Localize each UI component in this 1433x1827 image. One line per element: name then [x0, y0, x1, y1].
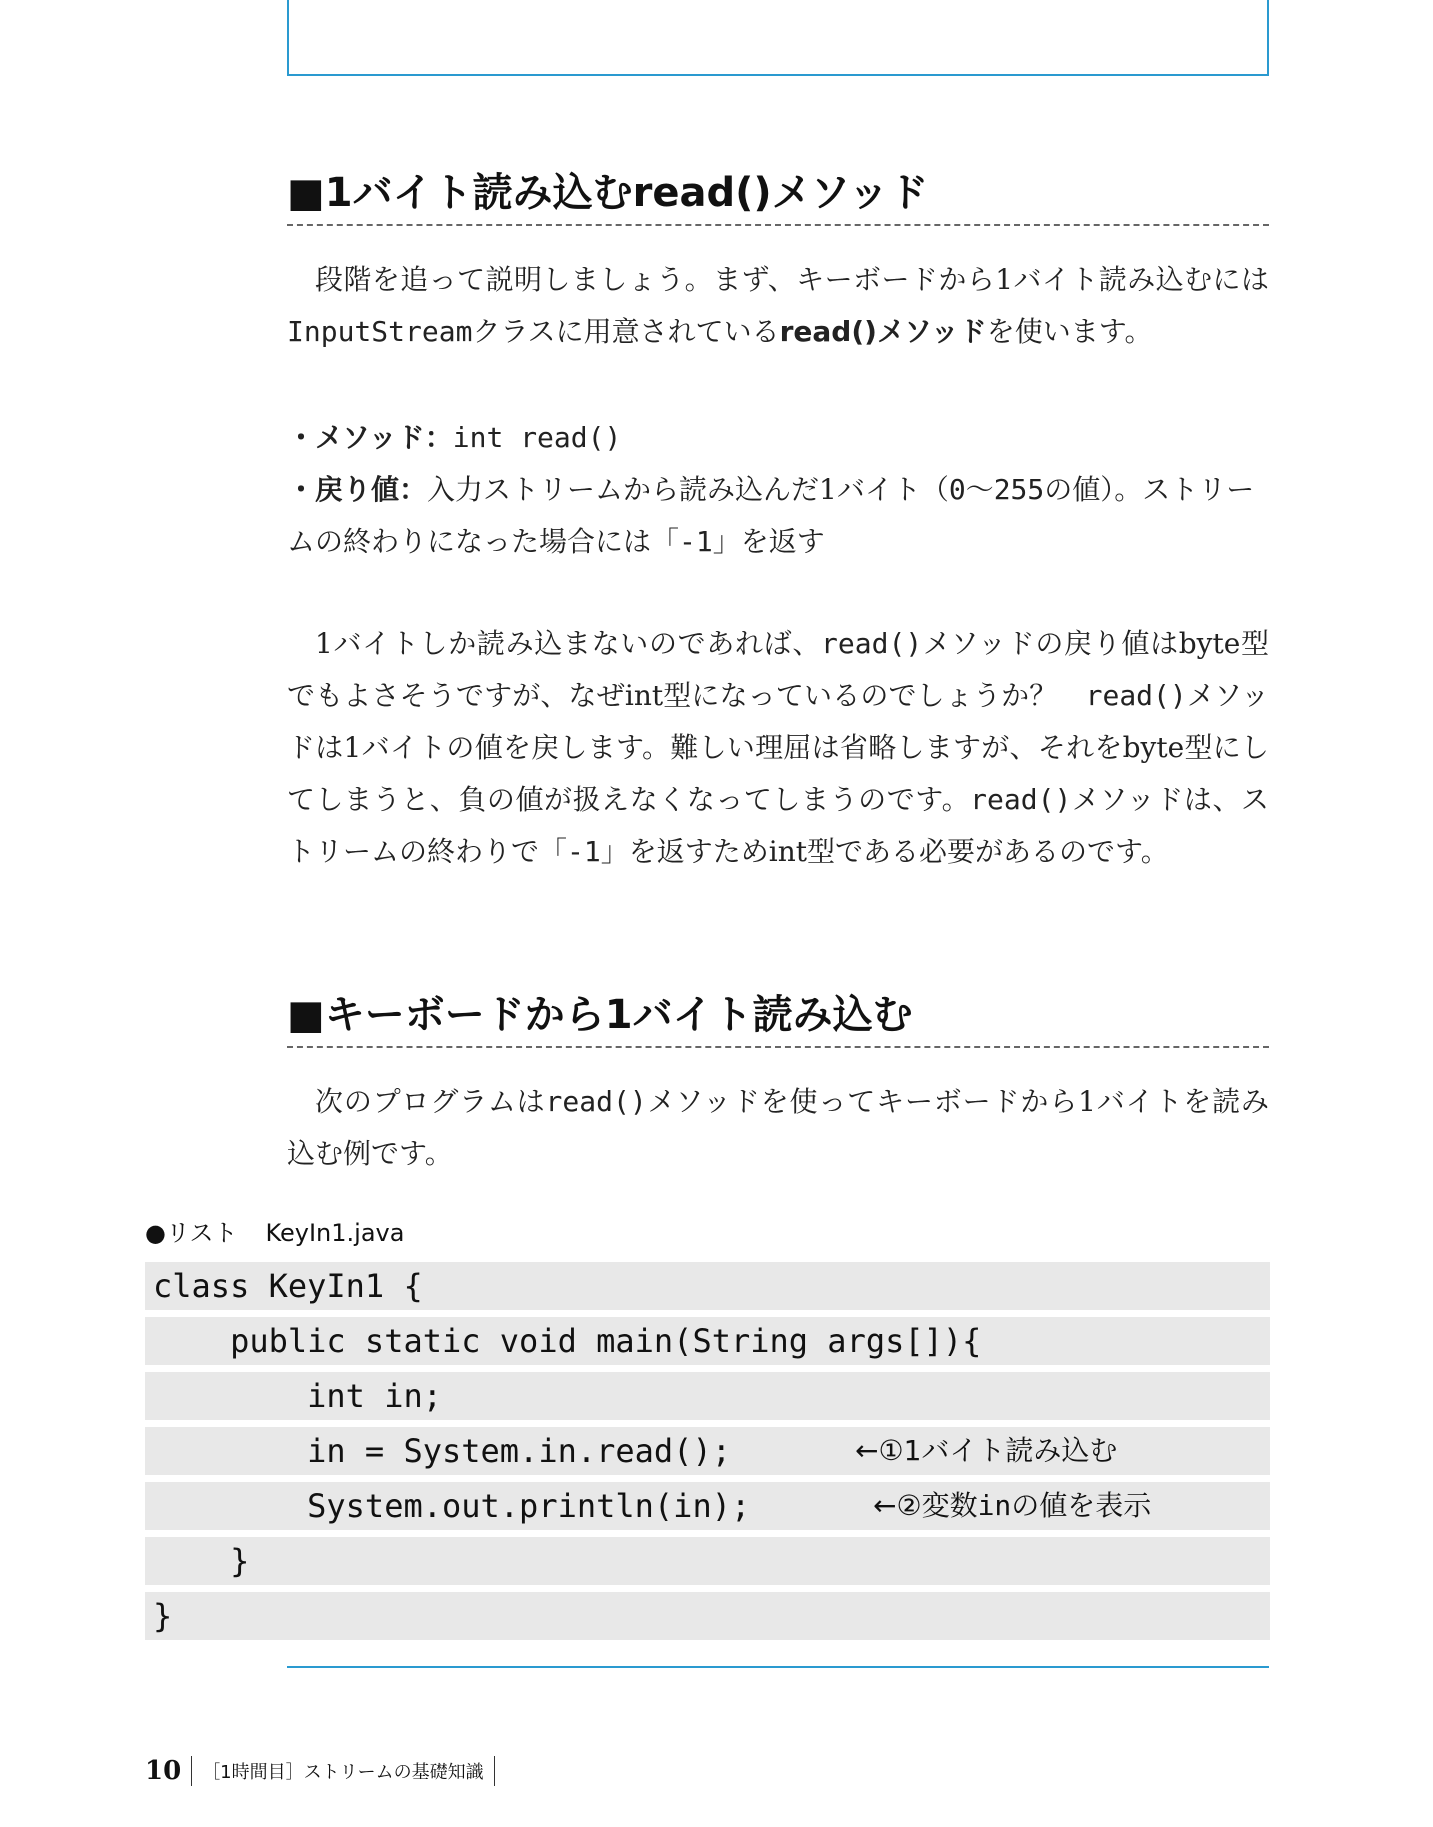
inline-code: -1 — [567, 835, 601, 868]
listing-caption — [145, 1213, 404, 1248]
explanation-paragraph — [287, 618, 1269, 878]
bullet-method — [287, 412, 1269, 464]
para-text: メソッドは、ストリームの終わりで「 — [287, 783, 1269, 868]
program-intro-paragraph — [287, 1076, 1269, 1180]
annotation-text: の値を表示 — [1011, 1489, 1152, 1522]
section-heading-read-method: ■1バイト読み込むread()メソッド — [287, 168, 1269, 226]
code-text: } — [153, 1542, 250, 1580]
code-line — [145, 1317, 1270, 1365]
para-text: クラスに用意されている — [472, 315, 780, 348]
bottom-rule — [287, 1666, 1269, 1668]
inline-code: read() — [1085, 679, 1187, 712]
code-text: int in; — [153, 1377, 442, 1415]
inline-code: int read() — [452, 421, 622, 454]
code-annotation-1: ←①1バイト読み込む — [855, 1434, 1118, 1467]
inline-code: read() — [821, 627, 923, 660]
code-text: System.out.println(in); — [153, 1487, 751, 1525]
code-text: } — [153, 1597, 173, 1635]
para-text: メソッドは1バイトの値を戻します。難しい理屈は省略しますが、それをbyte型にしてしまうと、負の値が扱えなくなってしまうのです。 — [287, 679, 1269, 816]
code-line — [145, 1482, 1270, 1530]
bold-term: read()メソッド — [779, 315, 987, 348]
bullet-text: の値）。ストリームの終わりになった場合には「 — [287, 473, 1255, 558]
code-line — [145, 1372, 1270, 1420]
bullet-return-value — [287, 464, 1269, 568]
bullet-label: ・メソッド： — [287, 421, 453, 454]
para-text: 1バイトしか読み込まないのであれば、 — [315, 627, 822, 660]
inline-code: read() — [970, 783, 1072, 816]
code-text: class KeyIn1 { — [153, 1267, 423, 1305]
listing-caption-label: ●リスト — [145, 1219, 238, 1247]
para-text: 次のプログラムは — [315, 1085, 546, 1118]
bullet-text: 」を返す — [712, 525, 825, 558]
para-text: を使います。 — [986, 315, 1153, 348]
footer-divider — [494, 1756, 495, 1786]
code-line — [145, 1262, 1270, 1310]
running-head: ［1時間目］ストリームの基礎知識 — [202, 1762, 484, 1783]
code-text: in = System.in.read(); — [153, 1432, 731, 1470]
inline-code: InputStream — [287, 315, 473, 348]
footer-divider — [191, 1756, 192, 1786]
inline-code: 0〜255 — [948, 473, 1045, 506]
top-frame-box — [287, 0, 1269, 76]
bullet-text: 入力ストリームから読み込んだ1バイト（ — [427, 473, 949, 506]
code-line — [145, 1592, 1270, 1640]
para-text: 段階を追って説明しましょう。まず、キーボードから1バイト読み込むには — [315, 263, 1269, 296]
para-text: メソッドを使ってキーボードから1バイトを読み込む例です。 — [287, 1085, 1269, 1170]
intro-paragraph — [287, 254, 1269, 358]
code-annotation-2 — [873, 1482, 1151, 1530]
para-text: 」を返すためint型である必要があるのです。 — [600, 835, 1169, 868]
annotation-code: in — [977, 1489, 1012, 1522]
inline-code: -1 — [679, 525, 713, 558]
listing-filename: KeyIn1.java — [265, 1219, 405, 1247]
bullet-label: ・戻り値： — [287, 473, 428, 506]
code-text: public static void main(String args[]){ — [153, 1322, 982, 1360]
para-text: メソッドの戻り値はbyte型でもよさそうですが、なぜint型になっているのでしょうか？ — [287, 627, 1269, 712]
code-listing — [145, 1262, 1270, 1647]
code-line — [145, 1537, 1270, 1585]
annotation-text: ←②変数 — [873, 1489, 978, 1522]
section-heading-keyboard-read: ■キーボードから1バイト読み込む — [287, 990, 1269, 1048]
page-footer — [145, 1756, 505, 1786]
page-number: 10 — [145, 1756, 182, 1786]
inline-code: read() — [545, 1085, 647, 1118]
code-line — [145, 1427, 1270, 1475]
